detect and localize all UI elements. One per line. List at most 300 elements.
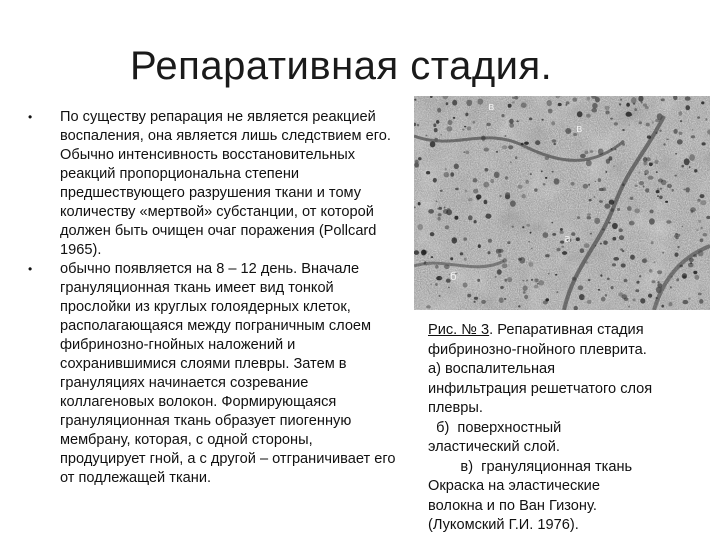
cell-dot <box>657 113 663 120</box>
cell-dot <box>648 176 654 180</box>
bullet-item <box>28 260 398 488</box>
cell-dot <box>587 97 591 101</box>
cell-dot <box>481 136 486 141</box>
cell-dot <box>643 104 647 107</box>
cell-dot <box>635 289 639 292</box>
cell-dot <box>588 279 591 281</box>
cell-dot <box>583 297 585 299</box>
cell-dot <box>667 184 672 188</box>
cell-dot <box>669 302 673 306</box>
caption-line-8: в) грануляционная ткань <box>428 458 633 475</box>
cell-dot <box>693 254 697 257</box>
cell-dot <box>589 199 592 201</box>
cell-dot <box>462 129 464 131</box>
cell-dot <box>649 162 653 165</box>
cell-dot <box>531 279 533 281</box>
cell-dot <box>554 178 560 184</box>
cell-dot <box>543 232 549 238</box>
cell-dot <box>548 109 553 114</box>
cell-dot <box>698 220 701 223</box>
cell-dot <box>545 157 550 160</box>
cell-dot <box>600 243 602 245</box>
cell-dot <box>505 176 508 179</box>
cell-dot <box>467 126 472 130</box>
cell-dot <box>636 281 639 284</box>
cell-dot <box>528 241 530 242</box>
cell-dot <box>551 222 553 224</box>
cell-dot <box>521 103 527 108</box>
caption-line-1 <box>428 321 713 341</box>
cell-dot <box>639 275 641 277</box>
cell-dot <box>629 221 635 226</box>
cell-dot <box>700 200 706 205</box>
cell-dot <box>658 178 663 182</box>
cell-dot <box>435 283 438 286</box>
cell-dot <box>702 142 706 145</box>
cell-dot <box>463 237 467 240</box>
cell-dot <box>522 280 524 282</box>
cell-dot <box>679 111 683 116</box>
cell-dot <box>439 295 441 297</box>
cell-dot <box>691 210 694 213</box>
cell-dot <box>583 184 589 189</box>
cell-dot <box>666 220 671 224</box>
cell-dot <box>440 190 443 192</box>
cell-dot <box>499 297 504 303</box>
cell-dot <box>605 171 607 173</box>
cell-dot <box>587 213 591 216</box>
caption-line-3: а) воспалительная <box>428 361 556 377</box>
cell-dot <box>446 102 449 105</box>
cell-dot <box>584 151 588 155</box>
cell-dot <box>468 215 473 220</box>
cell-dot <box>701 101 704 104</box>
cell-dot <box>445 168 447 171</box>
cell-dot <box>619 228 623 232</box>
cell-dot <box>641 102 643 104</box>
cell-dot <box>590 233 592 235</box>
cell-dot <box>541 170 543 172</box>
cell-dot <box>415 160 419 165</box>
cell-dot <box>453 117 456 119</box>
cell-dot <box>659 130 661 132</box>
cell-dot <box>534 285 539 289</box>
cell-dot <box>474 301 476 303</box>
micrograph-figure <box>414 96 710 310</box>
cell-dot <box>671 276 673 278</box>
cell-dot <box>654 261 656 263</box>
cell-dot <box>477 198 480 201</box>
cell-dot <box>617 208 620 211</box>
cell-dot <box>661 305 664 308</box>
cell-dot <box>634 208 640 213</box>
cell-dot <box>431 256 433 258</box>
cell-dot <box>622 250 624 252</box>
cell-dot <box>656 132 658 134</box>
cell-dot <box>504 135 506 137</box>
cell-dot <box>504 279 507 282</box>
cell-dot <box>602 228 605 230</box>
caption-line-4: инфильтрация решетчатого слоя <box>428 380 653 397</box>
cell-dot <box>508 145 513 149</box>
cell-dot <box>679 132 683 135</box>
cell-dot <box>477 279 480 282</box>
cell-dot <box>418 202 421 205</box>
cell-dot <box>703 233 708 236</box>
cell-dot <box>495 276 497 278</box>
cell-dot <box>622 143 625 146</box>
cell-dot <box>488 251 491 254</box>
cell-dot <box>530 173 532 175</box>
cell-dot <box>675 233 678 235</box>
cell-dot <box>528 262 533 267</box>
cell-dot <box>598 149 604 155</box>
cell-dot <box>594 218 600 224</box>
cell-dot <box>652 280 656 283</box>
cell-dot <box>572 98 577 102</box>
cell-dot <box>600 274 602 276</box>
cell-dot <box>460 252 464 255</box>
cell-dot <box>558 103 562 106</box>
cell-dot <box>705 118 707 121</box>
cell-dot <box>608 222 610 224</box>
cell-dot <box>430 232 435 236</box>
cell-dot <box>598 289 600 291</box>
cell-dot <box>497 269 502 275</box>
caption-line-9: Окраска на эластические <box>428 478 600 494</box>
cell-dot <box>430 141 436 147</box>
cell-dot <box>675 253 679 257</box>
cell-dot <box>454 238 456 240</box>
cell-dot <box>675 236 678 240</box>
cell-dot <box>481 300 486 304</box>
cell-dot <box>508 104 512 108</box>
cell-dot <box>649 269 653 273</box>
cell-dot <box>624 298 629 301</box>
cell-dot <box>541 119 543 121</box>
cell-dot <box>465 113 468 117</box>
cell-dot <box>682 226 684 228</box>
caption-text: . Репаративная стадия <box>489 322 644 338</box>
cell-dot <box>571 232 575 236</box>
cell-dot <box>438 213 442 216</box>
cell-dot <box>654 160 658 164</box>
cell-dot <box>647 135 651 138</box>
cell-dot <box>443 209 448 214</box>
cell-dot <box>465 151 469 155</box>
cell-dot <box>633 299 636 302</box>
cell-dot <box>592 103 598 109</box>
cell-dot <box>512 226 514 228</box>
cell-dot <box>657 281 659 283</box>
cell-dot <box>598 178 601 182</box>
cell-dot <box>695 275 700 280</box>
cell-dot <box>510 162 512 164</box>
cell-dot <box>551 121 555 125</box>
cell-dot <box>435 265 438 269</box>
cell-dot <box>439 277 442 280</box>
cell-dot <box>534 188 538 191</box>
cell-dot <box>450 257 453 260</box>
cell-dot <box>679 265 683 268</box>
cell-dot <box>595 181 597 182</box>
cell-dot <box>428 209 434 214</box>
micrograph-image <box>414 96 710 310</box>
cell-dot <box>572 277 576 281</box>
cell-dot <box>500 286 504 289</box>
cell-dot <box>417 124 419 127</box>
cell-dot <box>610 208 614 212</box>
cell-dot <box>672 189 674 192</box>
cell-dot <box>464 126 466 128</box>
cell-dot <box>680 120 682 122</box>
cell-dot <box>643 185 645 187</box>
cell-dot <box>619 103 621 105</box>
cell-dot <box>444 172 450 177</box>
cell-dot <box>690 262 692 264</box>
cell-dot <box>502 145 507 149</box>
cell-dot <box>633 103 635 105</box>
cell-dot <box>681 165 684 168</box>
cell-dot <box>464 258 467 261</box>
cell-dot <box>685 105 690 110</box>
cell-dot <box>656 287 662 294</box>
cell-dot <box>649 218 655 224</box>
caption-line-10: волокна и по Ван Гизону. <box>428 497 597 514</box>
cell-dot <box>510 200 516 206</box>
cell-dot <box>676 278 679 281</box>
cell-dot <box>473 121 476 124</box>
cell-dot <box>698 293 702 296</box>
cell-dot <box>490 179 494 184</box>
cell-dot <box>553 143 556 145</box>
cell-dot <box>571 182 575 186</box>
cell-dot <box>611 148 613 150</box>
cell-dot <box>627 206 632 211</box>
cell-dot <box>661 98 665 101</box>
cell-dot <box>426 171 430 174</box>
cell-dot <box>577 216 580 219</box>
cell-dot <box>674 129 678 134</box>
cell-dot <box>638 172 640 174</box>
figure-caption <box>428 321 713 536</box>
cell-dot <box>433 123 436 127</box>
cell-dot <box>643 258 648 263</box>
cell-dot <box>643 161 647 165</box>
cell-dot <box>624 279 628 283</box>
cell-dot <box>446 126 452 131</box>
cell-dot <box>657 270 662 274</box>
cell-dot <box>610 118 613 120</box>
cell-dot <box>599 200 603 203</box>
cell-dot <box>426 305 431 308</box>
cell-dot <box>587 300 592 304</box>
cell-dot <box>628 306 630 308</box>
cell-dot <box>700 238 704 242</box>
cell-dot <box>488 239 492 243</box>
cell-dot <box>496 151 498 153</box>
cell-dot <box>699 299 703 304</box>
caption-line-2: фибринозно-гнойного плеврита. <box>428 341 647 358</box>
cell-dot <box>578 285 584 290</box>
cell-dot <box>689 166 691 168</box>
cell-dot <box>588 184 590 186</box>
cell-dot <box>590 150 594 153</box>
cell-dot <box>656 190 660 193</box>
cell-dot <box>478 244 481 248</box>
cell-dot <box>613 257 619 261</box>
cell-dot <box>444 265 450 270</box>
cell-dot <box>659 196 663 200</box>
cell-dot <box>663 143 665 145</box>
cell-dot <box>501 114 504 117</box>
cell-dot <box>612 263 616 266</box>
cell-dot <box>692 129 694 130</box>
cell-dot <box>509 123 514 128</box>
cell-dot <box>434 138 438 142</box>
cell-dot <box>665 201 668 203</box>
cell-dot <box>639 181 644 185</box>
cell-dot <box>697 116 700 119</box>
cell-dot <box>565 128 571 134</box>
cell-dot <box>522 194 526 199</box>
cell-dot <box>534 278 538 282</box>
cell-dot <box>580 248 585 253</box>
cell-dot <box>677 139 683 144</box>
cell-dot <box>645 188 649 193</box>
cell-dot <box>622 183 624 186</box>
cell-dot <box>626 103 630 107</box>
figure-label-b: б <box>450 270 457 283</box>
cell-dot <box>414 99 416 101</box>
cell-dot <box>577 111 583 117</box>
cell-dot <box>512 101 515 103</box>
cell-dot <box>594 196 596 198</box>
cell-dot <box>586 114 591 118</box>
bullet-marker: • <box>28 110 33 124</box>
cell-dot <box>560 228 563 231</box>
cell-dot <box>696 229 698 231</box>
cell-dot <box>436 201 438 203</box>
cell-dot <box>498 254 502 257</box>
cell-dot <box>465 190 467 193</box>
cell-dot <box>595 245 597 247</box>
cell-dot <box>603 241 608 245</box>
cell-dot <box>502 263 508 268</box>
cell-dot <box>448 287 450 289</box>
cell-dot <box>507 277 512 282</box>
cell-dot <box>586 261 588 263</box>
cell-dot <box>503 258 507 263</box>
cell-dot <box>611 286 614 289</box>
cell-dot <box>526 180 529 184</box>
slide-title: Репаративная стадия. <box>130 44 553 88</box>
cell-dot <box>650 210 654 214</box>
cell-dot <box>523 286 528 292</box>
cell-dot <box>701 227 703 229</box>
cell-dot <box>697 199 700 202</box>
cell-dot <box>561 246 564 248</box>
cell-dot <box>652 121 654 123</box>
cell-dot <box>485 214 491 219</box>
cell-dot <box>685 96 691 100</box>
cell-dot <box>505 192 510 197</box>
cell-dot <box>516 120 519 122</box>
cell-dot <box>605 106 610 110</box>
cell-dot <box>602 187 606 191</box>
cell-dot <box>640 298 645 303</box>
cell-dot <box>484 148 489 152</box>
cell-dot <box>547 100 552 106</box>
cell-dot <box>517 185 522 189</box>
cell-dot <box>548 273 550 275</box>
figure-reference: Рис. № 3 <box>428 322 490 338</box>
cell-dot <box>486 123 491 126</box>
cell-dot <box>601 297 606 302</box>
cell-dot <box>674 175 677 177</box>
cell-dot <box>523 291 526 294</box>
caption-line-5: плевры. <box>428 400 483 416</box>
cell-dot <box>474 220 477 223</box>
cell-dot <box>630 197 634 200</box>
cell-dot <box>562 251 567 255</box>
cell-dot <box>691 135 695 138</box>
cell-dot <box>694 169 697 172</box>
cell-dot <box>614 122 618 125</box>
cell-dot <box>584 243 590 248</box>
cell-dot <box>518 305 521 307</box>
cell-dot <box>474 297 478 300</box>
cell-dot <box>580 154 586 158</box>
cell-dot <box>619 235 624 240</box>
cell-dot <box>552 233 556 236</box>
cell-dot <box>424 262 426 264</box>
cell-dot <box>452 100 457 106</box>
cell-dot <box>644 170 649 175</box>
cell-dot <box>556 291 558 293</box>
cell-dot <box>545 254 550 257</box>
cell-dot <box>657 195 659 197</box>
cell-dot <box>437 217 440 221</box>
cell-dot <box>698 250 704 256</box>
cell-dot <box>433 178 437 183</box>
cell-dot <box>512 97 514 99</box>
cell-dot <box>450 172 454 177</box>
cell-dot <box>483 182 489 188</box>
bullet-marker: • <box>28 262 33 276</box>
cell-dot <box>485 168 489 172</box>
cell-dot <box>651 241 654 244</box>
cell-dot <box>418 157 422 160</box>
cell-dot <box>639 121 642 124</box>
cell-dot <box>688 298 690 300</box>
bullet-text: обычно появляется на 8 – 12 день. Вначале грануляционная ткань имеет вид тонкой прослойки из круглых голоядерных клеток, располагающаяся между пограничным слоем фибринозно-гнойных наложений и сохранившимися слоями плевры. Затем в грануляциях начинается созревание коллагеновых волокон. Формирующаяся грануляционная ткань образует пиогенную мембрану, которая, с одной стороны, продуцирует гной, а с другой – отграничивает его от подлежащей ткани. <box>60 261 396 486</box>
bullet-list <box>28 108 398 488</box>
cell-dot <box>417 224 423 230</box>
cell-dot <box>535 140 540 145</box>
cell-dot <box>648 294 652 298</box>
cell-dot <box>477 99 483 105</box>
cell-dot <box>615 148 617 150</box>
cell-dot <box>463 282 468 287</box>
cell-dot <box>463 151 465 153</box>
cell-dot <box>494 172 500 178</box>
cell-dot <box>612 237 616 241</box>
cell-dot <box>684 158 690 165</box>
cell-dot <box>656 171 658 173</box>
caption-line-11: (Лукомский Г.И. 1976). <box>428 517 579 533</box>
cell-dot <box>468 198 472 201</box>
